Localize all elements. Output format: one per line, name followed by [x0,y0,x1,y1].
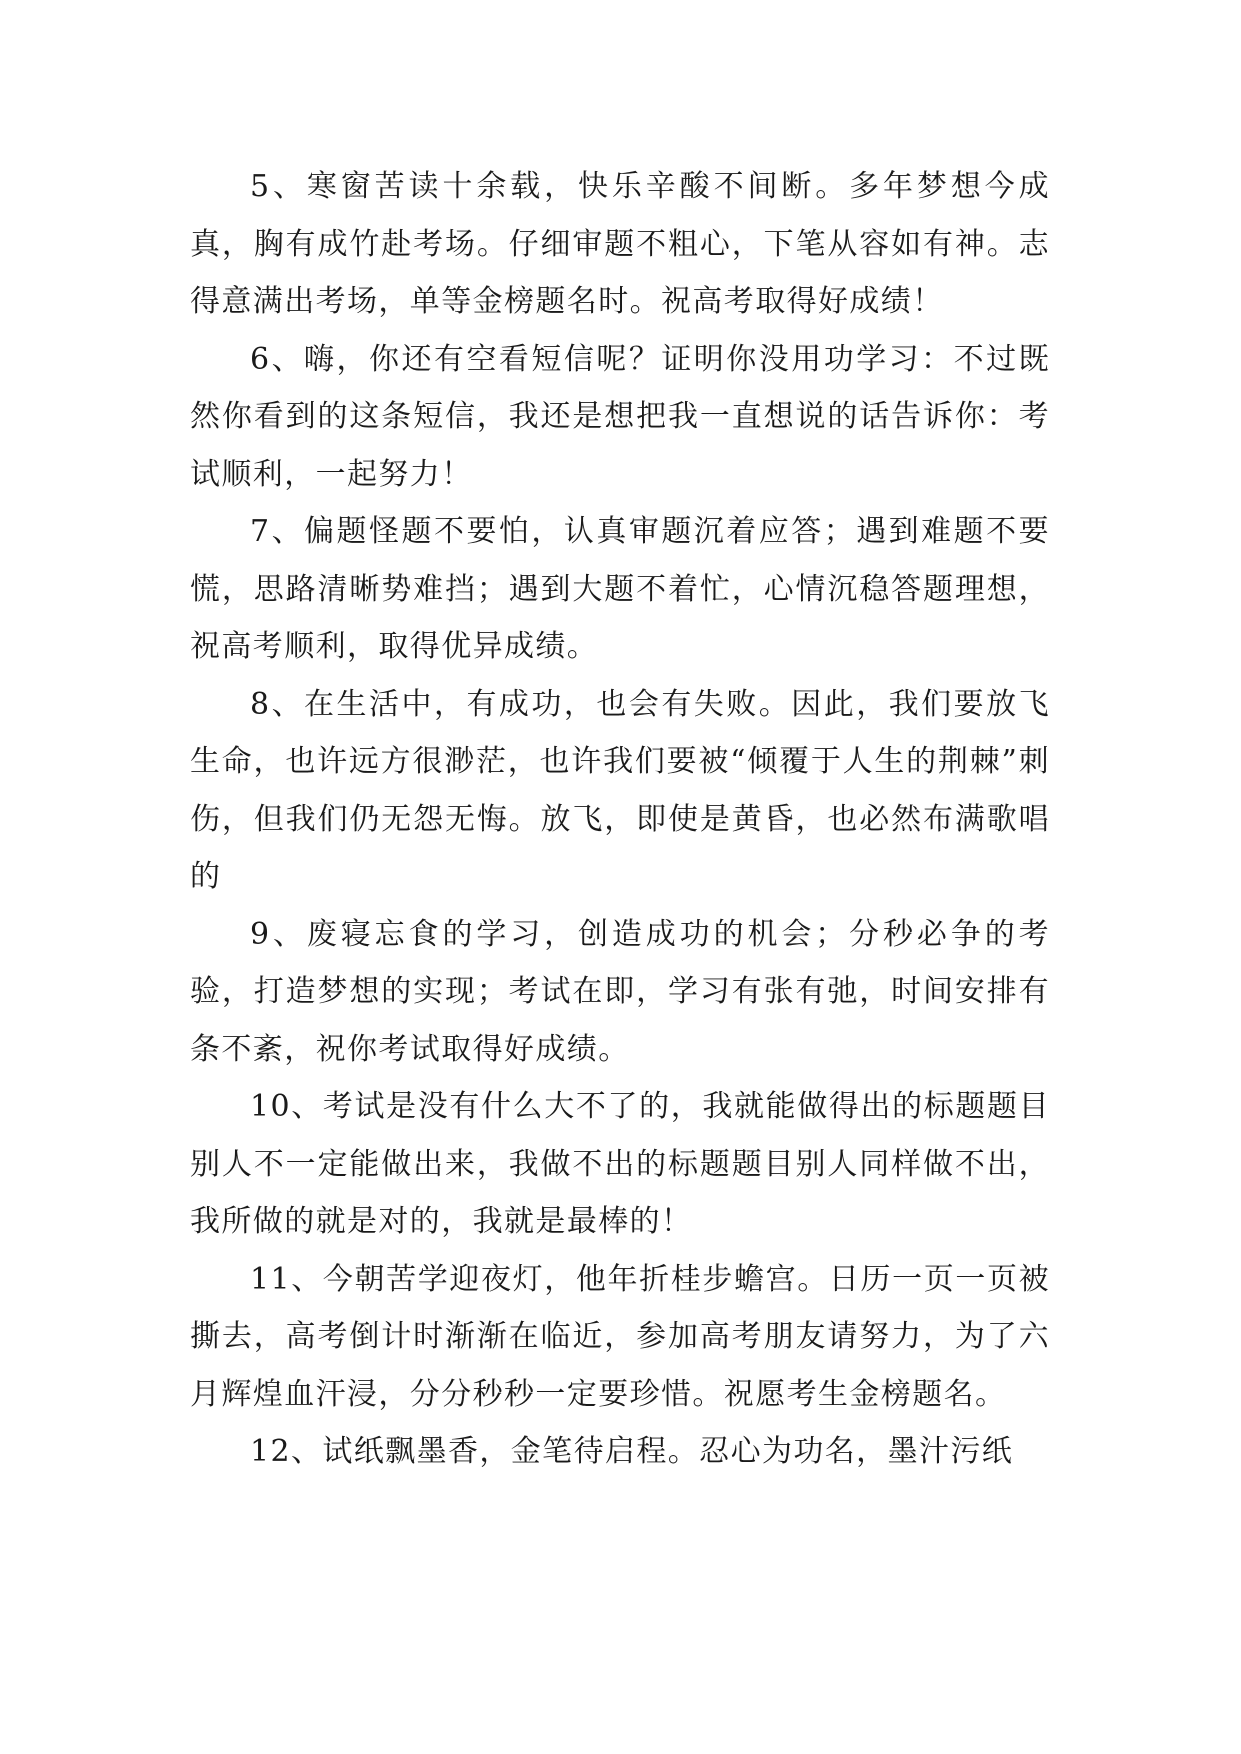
document-body [190,158,1050,1481]
paragraph-6: 6、嗨，你还有空看短信呢？证明你没用功学习：不过既然你看到的这条短信，我还是想把我一直想说的话告诉你：考试顺利，一起努力！ [190,341,1050,492]
paragraph-8: 8、在生活中，有成功，也会有失败。因此，我们要放飞生命，也许远方很渺茫，也许我们要被“倾覆于人生的荆棘”刺伤，但我们仍无怨无悔。放飞，即使是黄昏，也必然布满歌唱的 [190,686,1050,894]
paragraph-7: 7、偏题怪题不要怕，认真审题沉着应答；遇到难题不要慌，思路清晰势难挡；遇到大题不着忙，心情沉稳答题理想，祝高考顺利，取得优异成绩。 [190,514,1050,664]
paragraph-9: 9、废寝忘食的学习，创造成功的机会；分秒必争的考验，打造梦想的实现；考试在即，学习有张有弛，时间安排有条不紊，祝你考试取得好成绩。 [190,916,1050,1067]
paragraph-12: 12、试纸飘墨香，金笔待启程。忍心为功名，墨汁污纸 [250,1434,1014,1469]
paragraph-11: 11、今朝苦学迎夜灯，他年折桂步蟾宫。日历一页一页被撕去，高考倒计时渐渐在临近，参加高考朋友请努力，为了六月辉煌血汗浸，分分秒秒一定要珍惜。祝愿考生金榜题名。 [190,1261,1050,1412]
paragraph-10: 10、考试是没有什么大不了的，我就能做得出的标题题目别人不一定能做出来，我做不出的标题题目别人同样做不出，我所做的就是对的，我就是最棒的！ [190,1089,1050,1239]
paragraph-5: 5、寒窗苦读十余载，快乐辛酸不间断。多年梦想今成真，胸有成竹赴考场。仔细审题不粗心，下笔从容如有神。志得意满出考场，单等金榜题名时。祝高考取得好成绩！ [190,169,1050,319]
